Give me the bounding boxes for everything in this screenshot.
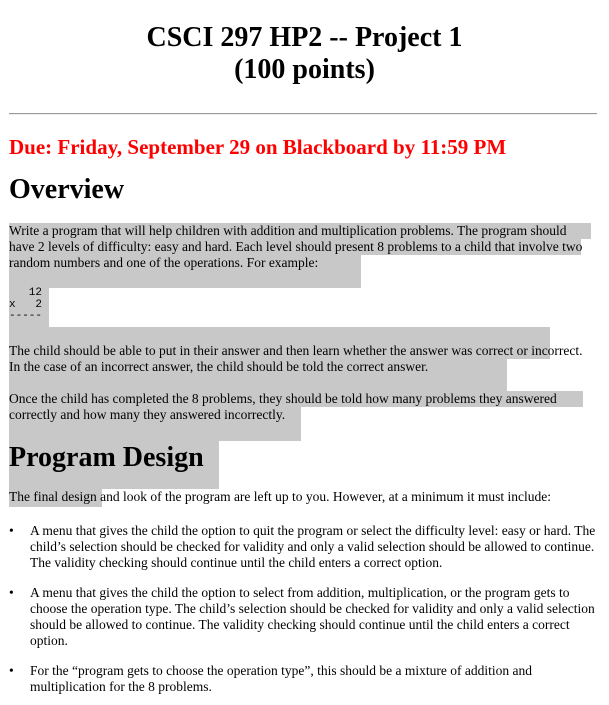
selection-highlight: [9, 327, 550, 343]
design-intro-paragraph: The final design and look of the program are left up to you. However, at a minimum it must include:: [9, 489, 551, 504]
requirements-list: [9, 523, 599, 705]
list-item-text: For the “program gets to choose the operation type”, this should be a mixture of addition and multiplication for the 8 problems.: [30, 663, 533, 694]
overview-intro-paragraph: Write a program that will help children with addition and multiplication problems. The program should have 2 levels of difficulty: easy and hard. Each level should present 8 problems to a child that involve two random numbers and one of the operations. For example:: [9, 223, 583, 270]
overview-heading: Overview: [9, 174, 125, 205]
bullet-icon: •: [9, 523, 14, 538]
bullet-icon: •: [9, 585, 14, 600]
list-item: [9, 663, 599, 695]
list-item-text: A menu that gives the child the option to select from addition, multiplication, or the program gets to choose the operation type. The child’s selection should be checked for validity and only a valid selection should be allowed to continue. The validity checking should continue until the child enters a correct option.: [30, 585, 595, 648]
program-design-heading: Program Design: [9, 442, 204, 473]
answer-paragraph: The child should be able to put in their answer and then learn whether the answer was correct or incorrect. In the case of an incorrect answer, the child should be told the correct answer.: [9, 343, 583, 374]
summary-paragraph: Once the child has completed the 8 problems, they should be told how many problems they answered correctly and how many they answered incorrectly.: [9, 391, 557, 422]
list-item: [9, 585, 599, 649]
list-item-text: A menu that gives the child the option to quit the program or select the difficulty level: easy or hard. The child’s selection should be checked for validity and only a valid selection should be allowed to continue. The validity checking should continue until the child enters a correct option.: [30, 523, 596, 570]
list-item: [9, 523, 599, 571]
title-line-1: CSCI 297 HP2 -- Project 1: [146, 22, 463, 53]
due-date-heading: Due: Friday, September 29 on Blackboard by 11:59 PM: [9, 135, 507, 159]
title-line-2: (100 points): [234, 54, 375, 85]
horizontal-rule: [9, 113, 597, 115]
example-problem: 12 x 2 -----: [9, 287, 43, 322]
page-title: [0, 22, 609, 86]
bullet-icon: •: [9, 663, 14, 678]
